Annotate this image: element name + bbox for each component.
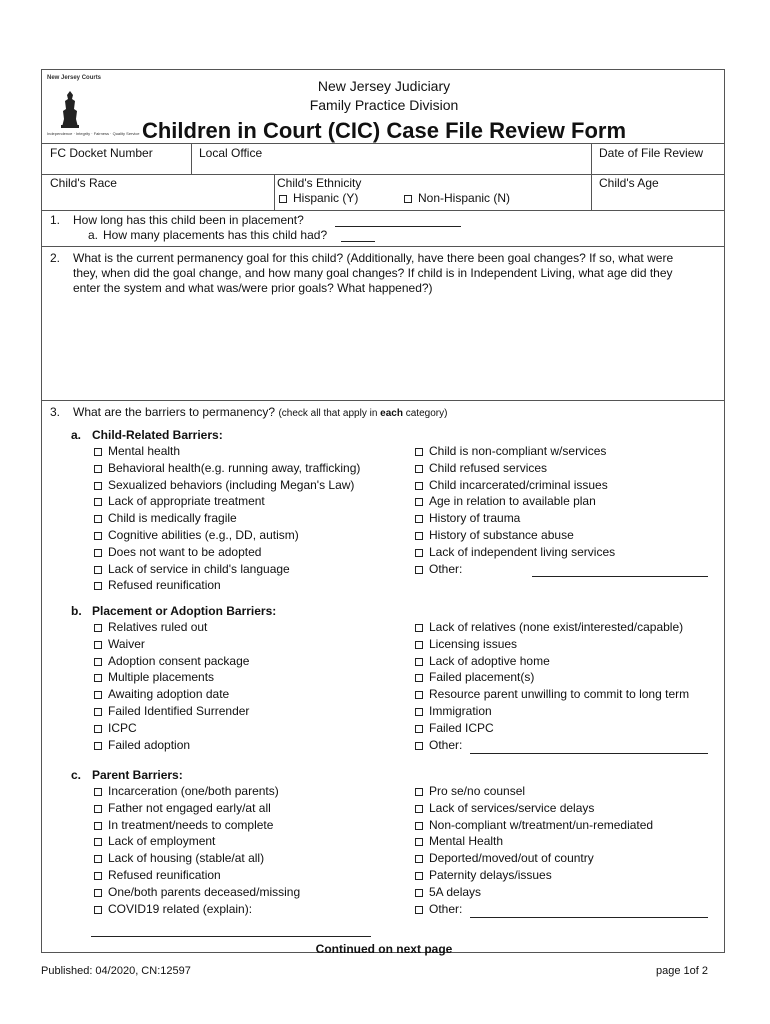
barrier-option[interactable]: [415, 721, 494, 735]
barrier-label: Multiple placements: [108, 670, 215, 685]
barrier-option[interactable]: [415, 461, 547, 475]
barrier-option[interactable]: [94, 704, 249, 718]
barrier-label: Refused reunification: [108, 868, 221, 882]
section-a-title: Child-Related Barriers:: [92, 428, 223, 442]
barrier-option[interactable]: [94, 801, 271, 815]
barrier-checkbox[interactable]: [94, 448, 102, 456]
barrier-option[interactable]: [415, 818, 653, 832]
org-line-1: New Jersey Judiciary: [317, 78, 451, 94]
barrier-checkbox[interactable]: [94, 624, 102, 632]
q2-number: 2.: [50, 251, 61, 265]
barrier-option[interactable]: [94, 784, 279, 798]
barrier-checkbox[interactable]: [415, 691, 423, 699]
barrier-label: Lack of service in child's language: [108, 561, 290, 576]
barrier-checkbox[interactable]: [415, 855, 423, 863]
barrier-checkbox[interactable]: [415, 498, 423, 506]
barrier-checkbox[interactable]: [94, 725, 102, 733]
q1-answer-line[interactable]: [335, 226, 461, 227]
barrier-option[interactable]: [415, 851, 594, 865]
section-a-letter: a.: [71, 428, 82, 442]
barrier-label: Refused reunification: [108, 578, 221, 593]
barrier-checkbox[interactable]: [94, 742, 102, 750]
race-label: Child's Race: [50, 176, 117, 190]
barrier-checkbox[interactable]: [415, 742, 423, 750]
barrier-label: Sexualized behaviors (including Megan's Law): [108, 477, 355, 492]
barrier-option[interactable]: [94, 461, 360, 475]
barrier-option[interactable]: [415, 902, 462, 916]
q1a-answer-line[interactable]: [341, 241, 375, 242]
barrier-checkbox[interactable]: [94, 906, 102, 914]
barrier-label: Child refused services: [429, 460, 548, 475]
barrier-option[interactable]: [415, 511, 520, 525]
barrier-checkbox[interactable]: [415, 658, 423, 666]
barrier-option[interactable]: [415, 784, 525, 798]
barrier-option[interactable]: [94, 834, 215, 848]
barrier-checkbox[interactable]: [94, 498, 102, 506]
barrier-label: Cognitive abilities (e.g., DD, autism): [108, 528, 299, 542]
barrier-checkbox[interactable]: [415, 708, 423, 716]
barrier-option[interactable]: [94, 620, 207, 634]
barrier-checkbox[interactable]: [415, 624, 423, 632]
barrier-label: Father not engaged early/at all: [108, 800, 271, 815]
barrier-label: Behavioral health(e.g. running away, trafficking): [108, 460, 361, 475]
q1-number: 1.: [50, 213, 61, 227]
barrier-checkbox[interactable]: [415, 889, 423, 897]
barrier-checkbox[interactable]: [94, 855, 102, 863]
barrier-option[interactable]: [94, 528, 299, 542]
barrier-option[interactable]: [415, 494, 596, 508]
barrier-option[interactable]: [94, 545, 261, 559]
barrier-checkbox[interactable]: [94, 549, 102, 557]
barrier-option[interactable]: [94, 494, 265, 508]
barrier-option[interactable]: [94, 885, 300, 899]
barrier-label: One/both parents deceased/missing: [108, 884, 301, 899]
barrier-checkbox[interactable]: [94, 674, 102, 682]
barrier-label: History of substance abuse: [429, 528, 574, 542]
barrier-label: Lack of relatives (none exist/interested/capable): [429, 620, 684, 634]
barrier-option[interactable]: [415, 637, 517, 651]
barrier-label: Failed ICPC: [429, 720, 494, 735]
continued-note: Continued on next page: [315, 942, 453, 956]
review-form: [41, 69, 725, 956]
review-date-label: Date of File Review: [599, 146, 704, 160]
covid-explain-line[interactable]: [91, 936, 371, 937]
barrier-checkbox[interactable]: [94, 658, 102, 666]
docket-label: FC Docket Number: [50, 146, 153, 160]
barrier-label: ICPC: [108, 720, 137, 735]
barrier-option[interactable]: [94, 478, 354, 492]
barrier-checkbox[interactable]: [415, 788, 423, 796]
barrier-option[interactable]: [415, 528, 574, 542]
q3-number: 3.: [50, 405, 61, 419]
ethnicity-label: Child's Ethnicity: [277, 176, 362, 190]
barrier-option[interactable]: [415, 834, 503, 848]
barrier-option[interactable]: [94, 578, 221, 592]
barrier-label: Non-compliant w/treatment/un-remediated: [429, 817, 654, 832]
q1a-text: How many placements has this child had?: [103, 228, 328, 242]
barrier-option[interactable]: [94, 818, 273, 832]
barrier-checkbox[interactable]: [94, 515, 102, 523]
barrier-checkbox[interactable]: [415, 532, 423, 540]
barrier-checkbox[interactable]: [94, 788, 102, 796]
q2-line-2: they, when did the goal change, and how many goal changes? If child is in Independent Living, what age did they: [73, 266, 673, 280]
barrier-checkbox[interactable]: [94, 582, 102, 590]
barrier-label: Waiver: [108, 636, 145, 651]
barrier-label: In treatment/needs to complete: [108, 817, 274, 832]
q1a-letter: a.: [88, 228, 99, 242]
barrier-label: Paternity delays/issues: [429, 868, 552, 882]
page-number: page 1of 2: [656, 965, 708, 977]
barrier-label: Awaiting adoption date: [108, 687, 230, 702]
barrier-label: Does not want to be adopted: [108, 544, 262, 559]
barrier-label: Other:: [429, 737, 463, 752]
barrier-label: Resource parent unwilling to commit to long term: [429, 687, 690, 702]
barrier-label: Lack of independent living services: [429, 544, 616, 559]
section-c-other-line[interactable]: [470, 917, 708, 918]
barrier-checkbox[interactable]: [415, 465, 423, 473]
q2-answer-area[interactable]: [46, 298, 722, 398]
hispanic-option[interactable]: [279, 191, 358, 205]
barrier-option[interactable]: [94, 444, 180, 458]
form-title: Children in Court (CIC) Case File Review Form: [141, 118, 627, 143]
barrier-checkbox[interactable]: [415, 906, 423, 914]
barrier-label: Other:: [429, 901, 463, 916]
section-a-other-line[interactable]: [532, 576, 708, 577]
section-c-title: Parent Barriers:: [92, 768, 183, 782]
barrier-label: Failed Identified Surrender: [108, 704, 250, 718]
barrier-checkbox[interactable]: [415, 822, 423, 830]
barrier-label: Failed placement(s): [429, 670, 535, 685]
barrier-checkbox[interactable]: [415, 566, 423, 574]
barrier-label: Adoption consent package: [108, 653, 250, 668]
barrier-label: Licensing issues: [429, 636, 518, 651]
barrier-option[interactable]: [94, 637, 145, 651]
barrier-option[interactable]: [94, 851, 264, 865]
barrier-label: History of trauma: [429, 511, 521, 526]
barrier-option[interactable]: [94, 738, 190, 752]
q3-question: [73, 405, 447, 421]
q3-text: What are the barriers to permanency?: [73, 405, 276, 419]
barrier-option[interactable]: [415, 801, 594, 815]
barrier-checkbox[interactable]: [415, 838, 423, 846]
barrier-label: Lack of housing (stable/at all): [108, 851, 265, 866]
barrier-option[interactable]: [415, 444, 606, 458]
published-info: Published: 04/2020, CN:12597: [41, 965, 191, 977]
section-c-letter: c.: [71, 768, 82, 782]
barrier-checkbox[interactable]: [94, 872, 102, 880]
barrier-option[interactable]: [94, 902, 252, 916]
q2-line-3: enter the system and what was/were prior goals? What happened?): [73, 281, 433, 295]
barrier-checkbox[interactable]: [94, 708, 102, 716]
section-b-letter: b.: [71, 604, 82, 618]
hispanic-checkbox[interactable]: [279, 195, 287, 203]
barrier-option[interactable]: [94, 721, 137, 735]
section-b-other-line[interactable]: [470, 753, 708, 754]
barrier-option[interactable]: [415, 620, 683, 634]
barrier-checkbox[interactable]: [415, 674, 423, 682]
barrier-checkbox[interactable]: [415, 641, 423, 649]
barrier-label: Relatives ruled out: [108, 620, 208, 634]
barrier-label: Mental Health: [429, 834, 504, 849]
barrier-label: Age in relation to available plan: [429, 494, 596, 509]
barrier-checkbox[interactable]: [415, 549, 423, 557]
org-line-2: Family Practice Division: [309, 97, 459, 113]
barrier-label: Incarceration (one/both parents): [108, 784, 279, 798]
barrier-label: Other:: [429, 561, 463, 576]
barrier-label: Child incarcerated/criminal issues: [429, 477, 608, 492]
barrier-checkbox[interactable]: [415, 515, 423, 523]
hispanic-label: Hispanic (Y): [293, 191, 359, 205]
barrier-label: Lack of services/service delays: [429, 800, 595, 815]
barrier-checkbox[interactable]: [94, 805, 102, 813]
office-label: Local Office: [199, 146, 263, 160]
barrier-option[interactable]: [415, 738, 462, 752]
q1-text: How long has this child been in placement?: [73, 213, 304, 227]
barrier-label: Lack of employment: [108, 834, 216, 849]
barrier-checkbox[interactable]: [415, 872, 423, 880]
q3-note: (check all that apply in each category): [278, 408, 448, 419]
barrier-checkbox[interactable]: [94, 641, 102, 649]
barrier-checkbox[interactable]: [94, 691, 102, 699]
barrier-checkbox[interactable]: [415, 448, 423, 456]
barrier-option[interactable]: [415, 670, 534, 684]
barrier-option[interactable]: [94, 687, 229, 701]
barrier-label: 5A delays: [429, 884, 482, 899]
barrier-checkbox[interactable]: [94, 838, 102, 846]
logo-sub-text: Independence · Integrity · Fairness · Quality Service: [47, 131, 140, 136]
barrier-option[interactable]: [415, 868, 552, 882]
barrier-label: Immigration: [429, 704, 492, 718]
barrier-label: Deported/moved/out of country: [429, 851, 594, 866]
barrier-checkbox[interactable]: [94, 822, 102, 830]
barrier-option[interactable]: [94, 654, 249, 668]
non-hispanic-checkbox[interactable]: [404, 195, 412, 203]
barrier-label: Failed adoption: [108, 737, 191, 752]
logo-top-text: New Jersey Courts: [47, 75, 102, 81]
barrier-option[interactable]: [415, 704, 492, 718]
barrier-option[interactable]: [94, 670, 214, 684]
barrier-label: Pro se/no counsel: [429, 784, 526, 798]
barrier-checkbox[interactable]: [94, 465, 102, 473]
barrier-option[interactable]: [415, 687, 689, 701]
barrier-checkbox[interactable]: [415, 482, 423, 490]
barrier-label: COVID19 related (explain):: [108, 901, 253, 916]
barrier-label: Child is medically fragile: [108, 511, 237, 526]
barrier-checkbox[interactable]: [94, 889, 102, 897]
barrier-option[interactable]: [415, 478, 608, 492]
barrier-option[interactable]: [415, 654, 550, 668]
barrier-checkbox[interactable]: [94, 532, 102, 540]
barrier-label: Mental health: [108, 444, 181, 458]
barrier-option[interactable]: [415, 885, 481, 899]
barrier-label: Lack of adoptive home: [429, 653, 550, 668]
barrier-label: Lack of appropriate treatment: [108, 494, 265, 509]
section-b-title: Placement or Adoption Barriers:: [92, 604, 277, 618]
barrier-option[interactable]: [415, 562, 462, 576]
age-label: Child's Age: [599, 176, 659, 190]
barrier-checkbox[interactable]: [415, 725, 423, 733]
q2-line-1: What is the current permanency goal for this child? (Additionally, have there been goal changes? If so, what were: [73, 251, 674, 265]
barrier-option[interactable]: [415, 545, 615, 559]
non-hispanic-label: Non-Hispanic (N): [418, 191, 511, 205]
non-hispanic-option[interactable]: [404, 191, 510, 205]
barrier-option[interactable]: [94, 511, 237, 525]
barrier-checkbox[interactable]: [94, 566, 102, 574]
barrier-label: Child is non-compliant w/services: [429, 444, 607, 458]
barrier-option[interactable]: [94, 562, 290, 576]
barrier-checkbox[interactable]: [94, 482, 102, 490]
barrier-checkbox[interactable]: [415, 805, 423, 813]
barrier-option[interactable]: [94, 868, 221, 882]
